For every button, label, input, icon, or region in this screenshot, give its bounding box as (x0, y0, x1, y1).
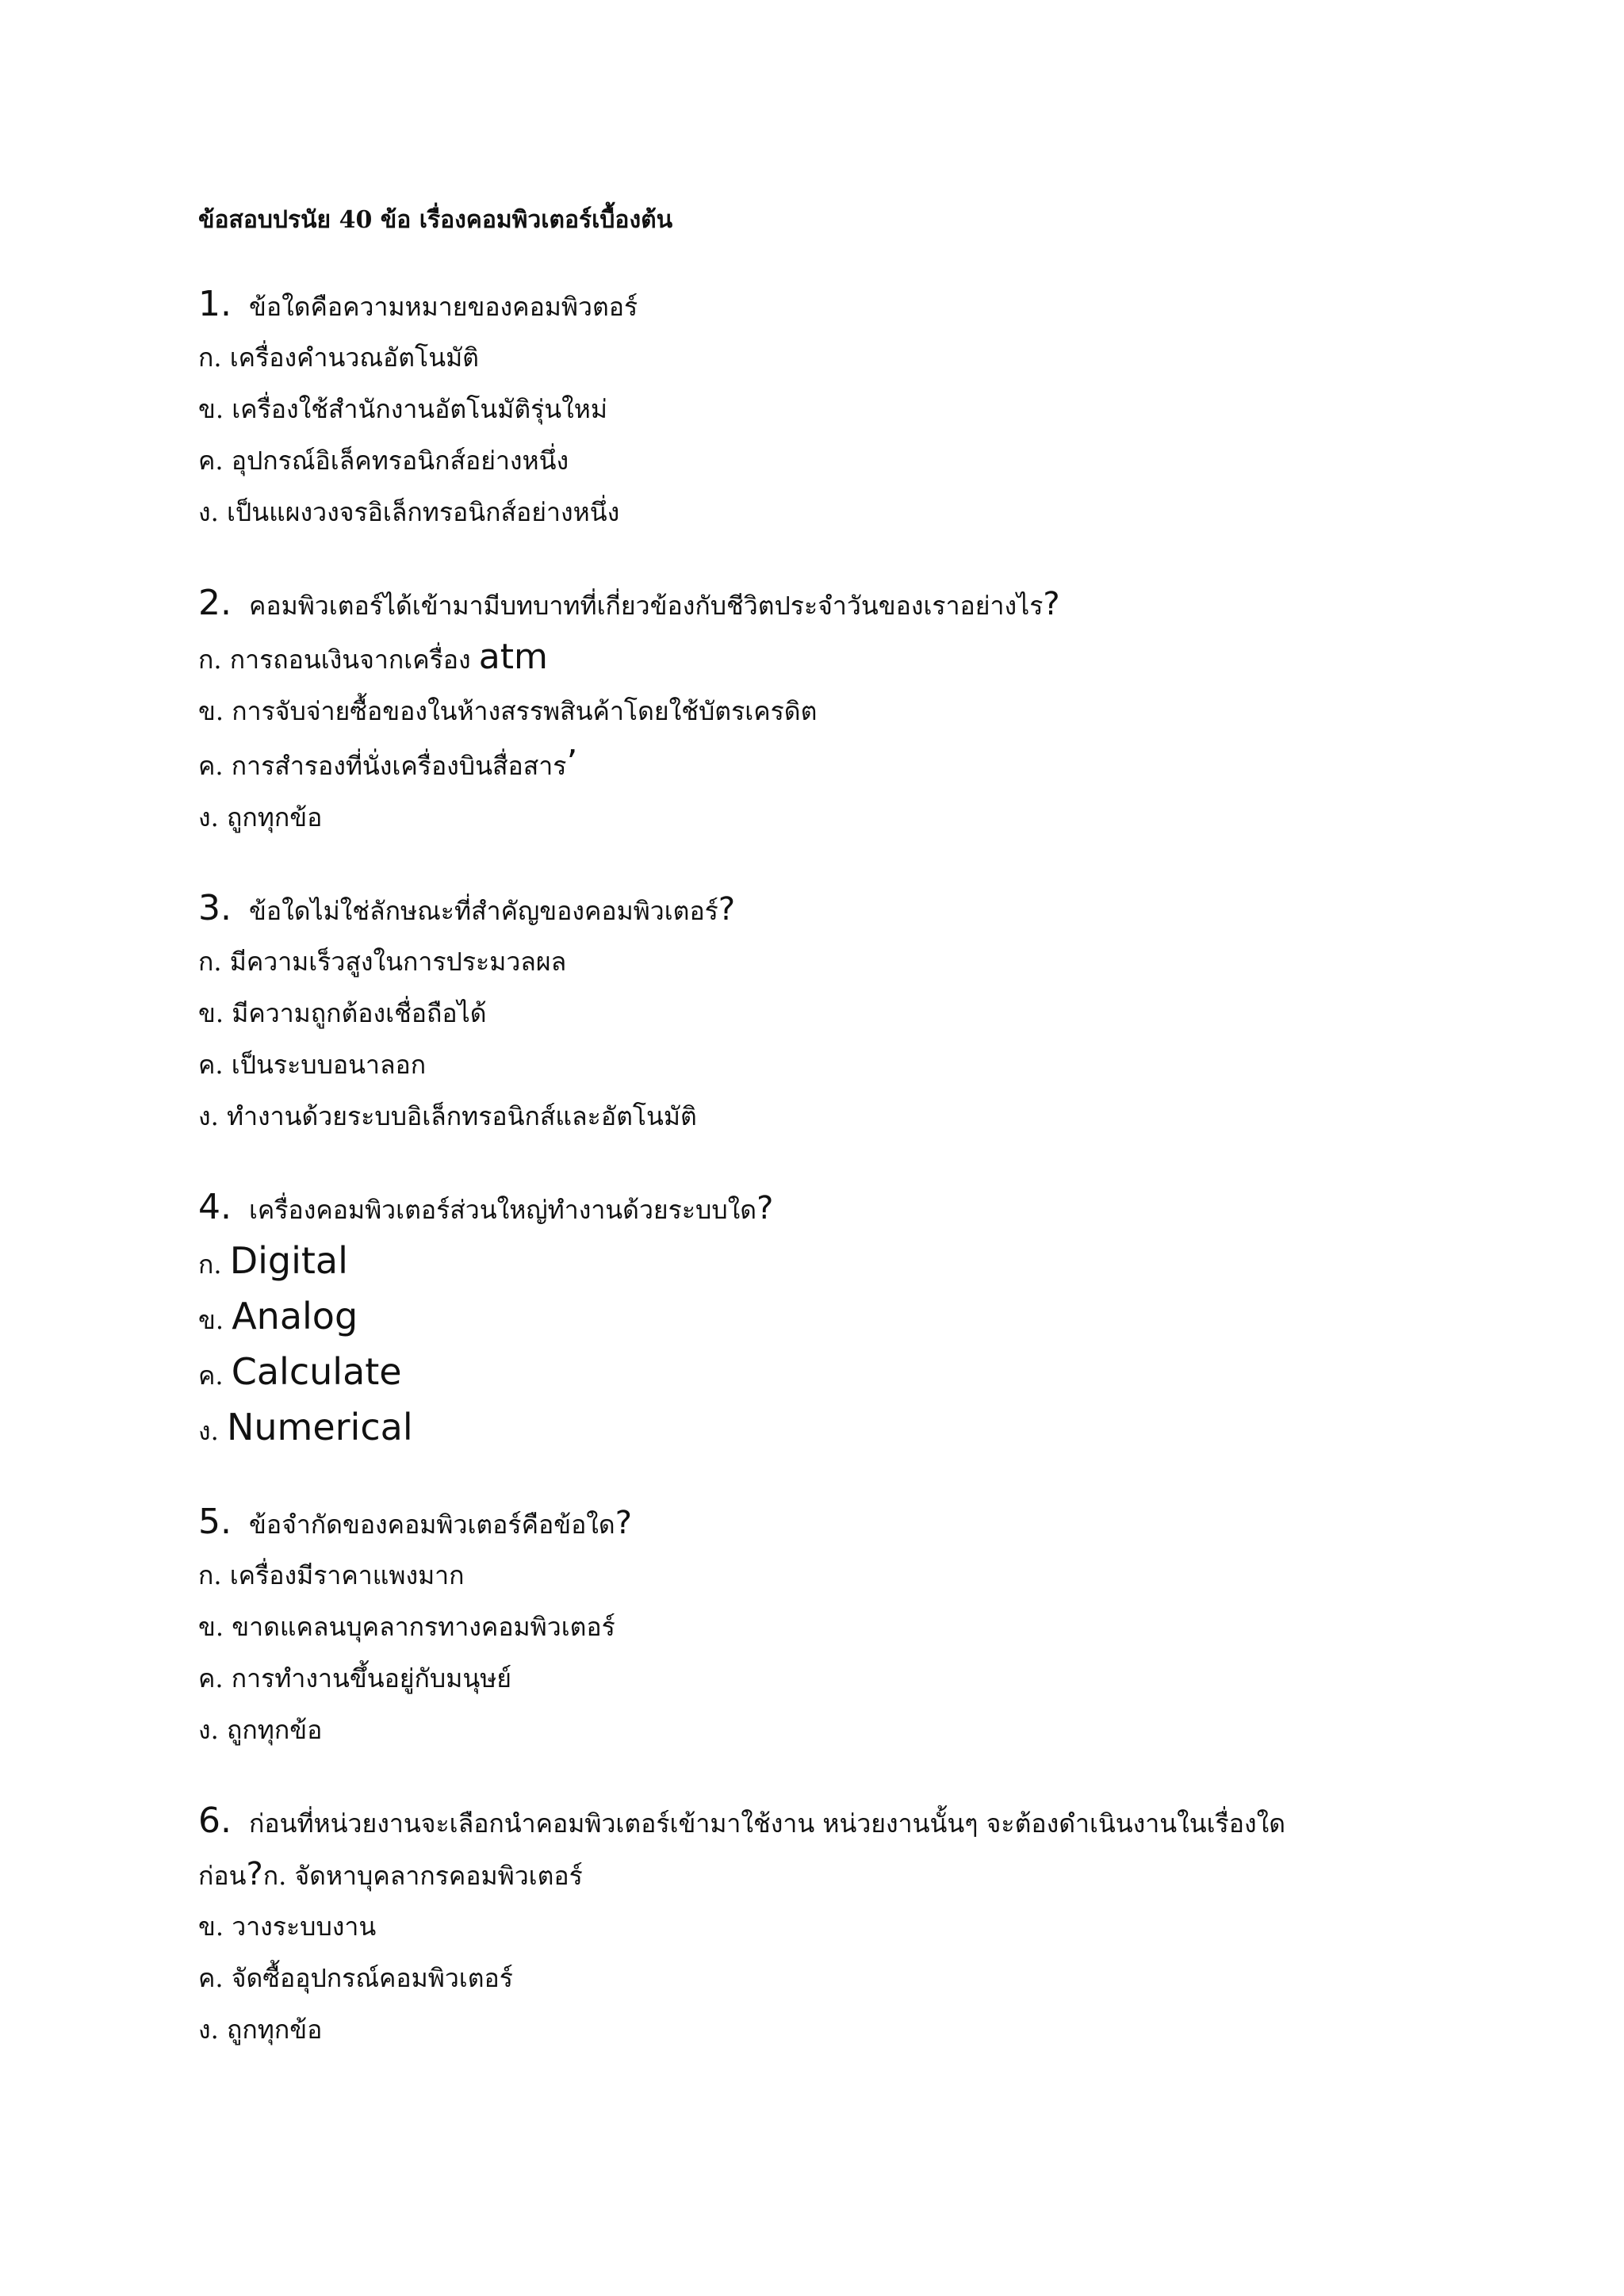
question-stem (198, 1796, 1348, 1901)
option-label: ค. (198, 1360, 224, 1391)
question-4 (198, 1182, 1546, 1457)
option-a (198, 1235, 1546, 1291)
option-text: มีความเร็วสูงในการประมวลผล (229, 947, 567, 977)
option-b (198, 988, 1546, 1039)
option-text: จัดซื้ออุปกรณ์คอมพิวเตอร์ (231, 1963, 513, 1993)
option-label: ข. (198, 1305, 224, 1335)
question-mark: ? (246, 1856, 263, 1892)
option-label: ง. (198, 1101, 219, 1131)
option-text: การถอนเงินจากเครื่อง (229, 645, 471, 675)
option-label: ก. (198, 342, 222, 373)
option-label: ค. (198, 751, 224, 781)
option-text: วางระบบงาน (232, 1911, 377, 1942)
question-text: เครื่องคอมพิวเตอร์ส่วนใหญ่ทำงานด้วยระบบใด (248, 1195, 757, 1225)
option-a (198, 1550, 1546, 1601)
question-text: ข้อใดคือความหมายของคอมพิวตอร์ (248, 292, 638, 322)
option-label: ก. (198, 645, 222, 675)
option-label: ค. (198, 1963, 224, 1993)
option-text: มีความถูกต้องเชื่อถือได้ (232, 998, 487, 1028)
option-label: ค. (198, 1663, 224, 1693)
document-page (198, 205, 1546, 2095)
option-text: เป็นระบบอนาลอก (231, 1050, 427, 1080)
option-text: Analog (232, 1295, 358, 1337)
option-text: การทำงานขึ้นอยู่กับมนุษย์ (231, 1663, 512, 1693)
option-label: ง. (198, 497, 219, 527)
option-a (198, 332, 1546, 384)
question-stem (198, 1182, 1546, 1235)
option-text: ถูกทุกข้อ (226, 2015, 323, 2045)
question-mark: ? (1043, 586, 1060, 622)
option-text: อุปกรณ์อิเล็คทรอนิกส์อย่างหนึ่ง (231, 446, 569, 476)
option-label: ก. (198, 1249, 222, 1280)
question-stem (198, 1497, 1546, 1550)
option-c (198, 1953, 1546, 2004)
option-d (198, 1402, 1546, 1457)
question-mark: ? (756, 1190, 774, 1226)
option-label: ก. (198, 1560, 222, 1590)
question-text: ข้อจำกัดของคอมพิวเตอร์คือข้อใด (248, 1510, 615, 1540)
option-label: ข. (198, 1911, 224, 1942)
question-number: 1. (198, 284, 232, 324)
option-c (198, 1346, 1546, 1402)
option-text: Calculate (231, 1350, 402, 1393)
option-text: เป็นแผงวงจรอิเล็กทรอนิกส์อย่างหนึ่ง (226, 497, 620, 527)
question-text: ก่อนที่หน่วยงานจะเลือกนำคอมพิวเตอร์เข้ามาใช้งาน หน่วยงานนั้นๆ จะต้องดำเนินงานในเรื่องใดก่อน (198, 1808, 1285, 1891)
option-b (198, 686, 1546, 737)
question-number: 6. (198, 1800, 232, 1841)
option-b (198, 1291, 1546, 1346)
option-d (198, 792, 1546, 844)
question-1 (198, 279, 1546, 538)
document-title: ข้อสอบปรนัย 40 ข้อ เรื่องคอมพิวเตอร์เบื้องต้น (198, 206, 673, 234)
option-b (198, 384, 1546, 435)
option-d (198, 1705, 1546, 1756)
option-label: ก. (198, 947, 222, 977)
question-number: 5. (198, 1502, 232, 1542)
option-c (198, 737, 1546, 792)
option-label: ค. (198, 1050, 224, 1080)
option-d (198, 2004, 1546, 2056)
question-number: 4. (198, 1187, 232, 1227)
option-a (198, 936, 1546, 988)
option-c (198, 1653, 1546, 1705)
question-6 (198, 1796, 1546, 2056)
option-label: ข. (198, 998, 224, 1028)
option-label: ข. (198, 1612, 224, 1642)
question-mark: ? (615, 1505, 632, 1541)
question-text: ข้อใดไม่ใช่ลักษณะที่สำคัญของคอมพิวเตอร์ (248, 896, 718, 926)
option-latin-text: ’ (566, 743, 578, 783)
option-b (198, 1901, 1546, 1953)
option-text: เครื่องคำนวณอัตโนมัติ (229, 342, 479, 373)
option-text: เครื่องมีราคาแพงมาก (229, 1560, 465, 1590)
question-stem (198, 883, 1546, 936)
option-c (198, 435, 1546, 487)
question-mark: ? (718, 891, 736, 928)
option-text: เครื่องใช้สำนักงานอัตโนมัติรุ่นใหม่ (232, 394, 607, 424)
question-number: 3. (198, 888, 232, 928)
option-label: ง. (198, 2015, 219, 2045)
question-5 (198, 1497, 1546, 1756)
option-label: ง. (198, 1416, 219, 1446)
option-text: การจับจ่ายซื้อของในห้างสรรพสินค้าโดยใช้บัตรเครดิต (232, 696, 818, 726)
option-text: ขาดแคลนบุคลากรทางคอมพิวเตอร์ (232, 1612, 615, 1642)
option-c (198, 1039, 1546, 1091)
option-label: ง. (198, 1715, 219, 1745)
question-number: 2. (198, 583, 232, 623)
question-2 (198, 578, 1546, 844)
option-a (198, 631, 1546, 686)
question-stem (198, 279, 1546, 332)
question-3 (198, 883, 1546, 1142)
option-b (198, 1601, 1546, 1653)
option-label: ข. (198, 696, 224, 726)
option-a-inline: ก. จัดหาบุคลากรคอมพิวเตอร์ (262, 1861, 583, 1891)
question-text: คอมพิวเตอร์ได้เข้ามามีบทบาทที่เกี่ยวข้องกับชีวิตประจำวันของเราอย่างไร (248, 591, 1044, 621)
option-text: Digital (229, 1239, 348, 1282)
option-d (198, 1091, 1546, 1142)
option-label: ง. (198, 802, 219, 832)
option-label: ค. (198, 446, 224, 476)
option-text: ถูกทุกข้อ (226, 802, 323, 832)
option-text: ทำงานด้วยระบบอิเล็กทรอนิกส์และอัตโนมัติ (226, 1101, 697, 1131)
question-stem (198, 578, 1546, 631)
option-d (198, 487, 1546, 538)
option-latin-text: atm (478, 637, 548, 677)
option-text: ถูกทุกข้อ (226, 1715, 323, 1745)
option-text: Numerical (226, 1406, 413, 1448)
option-text: การสำรองที่นั่งเครื่องบินสื่อสาร (231, 751, 567, 781)
option-label: ข. (198, 394, 224, 424)
